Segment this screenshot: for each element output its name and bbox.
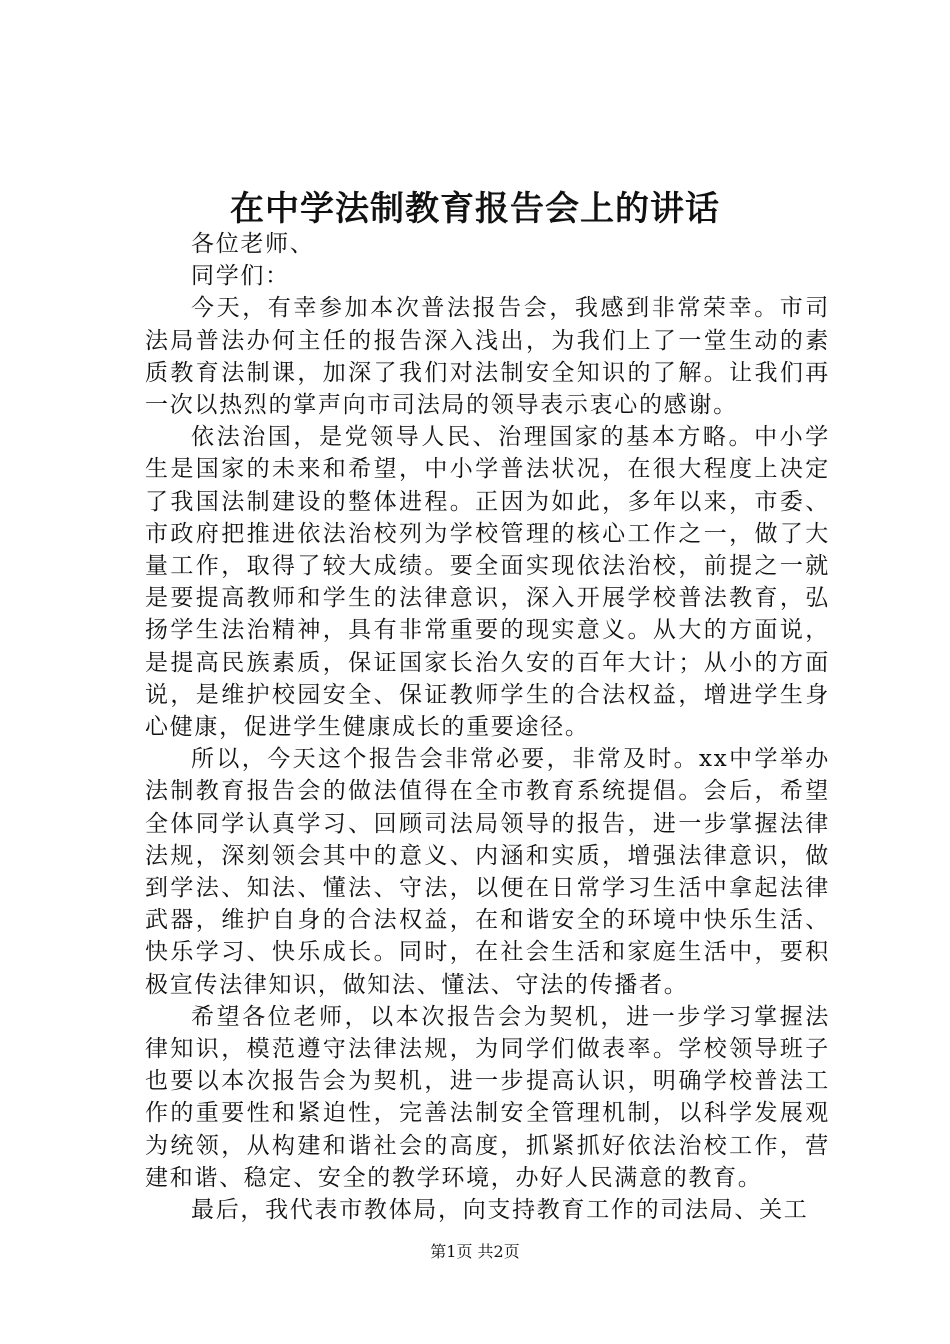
paragraph: 最后，我代表市教体局，向支持教育工作的司法局、关工 — [191, 1197, 809, 1224]
document-title: 在中学法制教育报告会上的讲话 — [230, 189, 720, 229]
salutation-teachers: 各位老师、 — [191, 231, 315, 257]
paragraph: 今天，有幸参加本次普法报告会，我感到非常荣幸。市司法局普法办何主任的报告深入浅出，为我们上了一堂生动的素质教育法制课，加深了我们对法制安全知识的了解。让我们再一次以热烈的掌声向市司法局的领导表示衷心的感谢。 — [145, 295, 830, 419]
paragraph: 希望各位老师，以本次报告会为契机，进一步学习掌握法律知识，模范遵守法律法规，为同学们做表率。学校领导班子也要以本次报告会为契机，进一步提高认识，明确学校普法工作的重要性和紧迫性，完善法制安全管理机制，以科学发展观为统领，从构建和谐社会的高度，抓紧抓好依法治校工作，营建和谐、稳定、安全的教学环境，办好人民满意的教育。 — [145, 1003, 830, 1191]
paragraph: 所以，今天这个报告会非常必要，非常及时。xx中学举办法制教育报告会的做法值得在全市教育系统提倡。会后，希望全体同学认真学习、回顾司法局领导的报告，进一步掌握法律法规，深刻领会其中的意义、内涵和实质，增强法律意识，做到学法、知法、懂法、守法，以便在日常学习生活中拿起法律武器，维护自身的合法权益，在和谐安全的环境中快乐生活、快乐学习、快乐成长。同时，在社会生活和家庭生活中，要积极宣传法律知识，做知法、懂法、守法的传播者。 — [145, 746, 830, 998]
salutation-students: 同学们： — [191, 263, 290, 290]
document-body — [145, 228, 830, 1226]
paragraph: 依法治国，是党领导人民、治理国家的基本方略。中小学生是国家的未来和希望，中小学普法状况，在很大程度上决定了我国法制建设的整体进程。正因为如此，多年以来，市委、市政府把推进依法治校列为学校管理的核心工作之一，做了大量工作，取得了较大成绩。要全面实现依法治校，前提之一就是要提高教师和学生的法律意识，深入开展学校普法教育，弘扬学生法治精神，具有非常重要的现实意义。从大的方面说，是提高民族素质，保证国家长治久安的百年大计；从小的方面说，是维护校园安全、保证教师学生的合法权益，增进学生身心健康，促进学生健康成长的重要途径。 — [145, 424, 830, 741]
page-number-footer: 第1页 共2页 — [430, 1242, 520, 1261]
